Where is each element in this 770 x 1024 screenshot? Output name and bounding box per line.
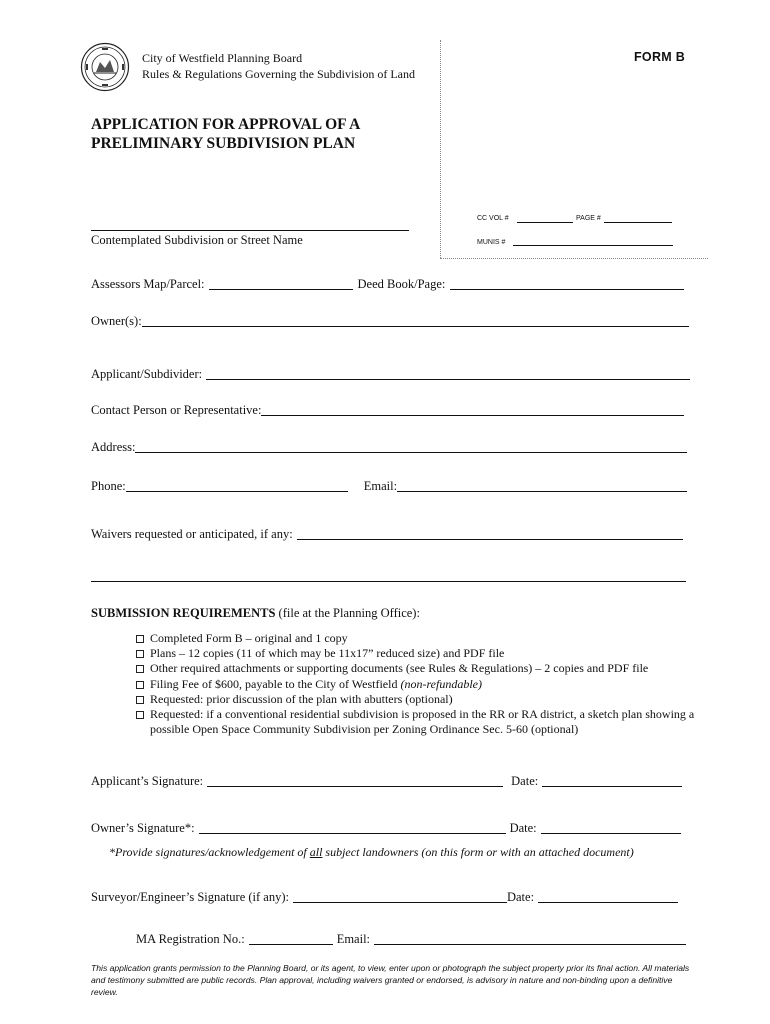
- city-seal-icon: [80, 42, 130, 92]
- fee-note: (non-refundable): [400, 676, 482, 691]
- registration-row: [136, 931, 686, 947]
- header-board-name: City of Westfield Planning Board: [142, 51, 303, 65]
- requirement-item: Requested: prior discussion of the plan with abutters (optional): [136, 692, 696, 707]
- checkbox-icon[interactable]: [136, 665, 144, 673]
- waivers-field-continued[interactable]: [91, 569, 686, 582]
- cc-vol-field[interactable]: [517, 222, 573, 223]
- checkbox-icon[interactable]: [136, 696, 144, 704]
- checkbox-icon[interactable]: [136, 635, 144, 643]
- surveyor-email-label: Email:: [336, 932, 371, 946]
- landowner-signature-note: *Provide signatures/acknowledgement of all subject landowners (on this form or with an attached document): [109, 845, 634, 859]
- applicant-field[interactable]: [206, 367, 690, 380]
- submission-heading-bold: SUBMISSION REQUIREMENTS: [91, 606, 276, 620]
- applicant-date-label: Date:: [511, 774, 539, 788]
- ma-registration-label: MA Registration No.:: [136, 932, 245, 946]
- owners-label: Owner(s):: [91, 314, 142, 328]
- owner-date-field[interactable]: [541, 821, 681, 834]
- contact-field[interactable]: [261, 403, 684, 416]
- applicant-signature-row: [91, 773, 682, 789]
- munis-label: MUNIS #: [477, 239, 506, 246]
- requirement-item: Requested: if a conventional residential subdivision is proposed in the RR or RA district, a sketch plan showing a possible Open Space Community Subdivision per Zoning Ordinance Sec. 5-60 (optional): [136, 707, 696, 737]
- office-use-divider-vertical: [440, 40, 441, 258]
- owner-signature-field[interactable]: [199, 821, 506, 834]
- page-title-line2: PRELIMINARY SUBDIVISION PLAN: [91, 135, 356, 152]
- owners-field[interactable]: [142, 314, 689, 327]
- owner-signature-row: [91, 820, 681, 836]
- address-row: [91, 439, 687, 455]
- disclaimer-text: This application grants permission to the Planning Board, or its agent, to view, enter upon or photograph the subject property prior its final action. All materials and testimony submitted are public records. Plan approval, including waivers granted or endorsed, is advisory in nature and non-binding upon a definitive review.: [91, 963, 690, 997]
- surveyor-signature-field[interactable]: [293, 890, 507, 903]
- street-name-label: Contemplated Subdivision or Street Name: [91, 233, 303, 247]
- email-label: Email:: [363, 479, 398, 493]
- waivers-row: [91, 526, 683, 542]
- contact-label: Contact Person or Representative:: [91, 403, 262, 417]
- deed-field[interactable]: [450, 277, 684, 290]
- contact-row: [91, 402, 684, 418]
- checkbox-icon[interactable]: [136, 711, 144, 719]
- office-use-divider-horizontal: [440, 258, 708, 259]
- page-title-line1: APPLICATION FOR APPROVAL OF A: [91, 116, 361, 133]
- requirement-item: Filing Fee of $600, payable to the City of Westfield (non-refundable): [136, 677, 696, 692]
- checkbox-icon[interactable]: [136, 681, 144, 689]
- applicant-date-field[interactable]: [542, 774, 682, 787]
- owner-date-label: Date:: [509, 821, 537, 835]
- assessors-row: [91, 276, 684, 292]
- form-label: FORM B: [634, 50, 686, 64]
- email-field[interactable]: [397, 479, 687, 492]
- applicant-signature-field[interactable]: [207, 774, 503, 787]
- ma-registration-field[interactable]: [249, 932, 333, 945]
- header-regulations: Rules & Regulations Governing the Subdivision of Land: [142, 67, 415, 81]
- applicant-row: [91, 366, 690, 382]
- munis-field[interactable]: [513, 245, 673, 246]
- owners-row: [91, 313, 689, 329]
- waivers-field[interactable]: [297, 527, 683, 540]
- applicant-signature-label: Applicant’s Signature:: [91, 774, 204, 788]
- phone-label: Phone:: [91, 479, 126, 493]
- surveyor-date-label: Date:: [506, 890, 535, 904]
- address-field[interactable]: [135, 440, 687, 453]
- surveyor-email-field[interactable]: [374, 932, 686, 945]
- page-number-label: PAGE #: [576, 215, 601, 222]
- waivers-label: Waivers requested or anticipated, if any:: [91, 527, 293, 541]
- address-label: Address:: [91, 440, 136, 454]
- surveyor-date-field[interactable]: [538, 890, 678, 903]
- surveyor-signature-label: Surveyor/Engineer’s Signature (if any):: [91, 890, 289, 904]
- submission-heading: [91, 606, 420, 621]
- assessors-label: Assessors Map/Parcel:: [91, 277, 205, 291]
- phone-email-row: [91, 478, 687, 494]
- submission-requirements-list: [136, 631, 696, 737]
- requirement-item: Completed Form B – original and 1 copy: [136, 631, 696, 646]
- street-name-field[interactable]: [91, 230, 409, 231]
- owner-signature-label: Owner’s Signature*:: [91, 821, 195, 835]
- waivers-continuation-row: [91, 568, 686, 584]
- submission-heading-rest: (file at the Planning Office):: [275, 606, 420, 620]
- applicant-label: Applicant/Subdivider:: [91, 367, 203, 381]
- deed-label: Deed Book/Page:: [357, 277, 446, 291]
- phone-field[interactable]: [126, 479, 348, 492]
- cc-vol-label: CC VOL #: [477, 215, 509, 222]
- page-number-field[interactable]: [604, 222, 672, 223]
- assessors-field[interactable]: [209, 277, 353, 290]
- checkbox-icon[interactable]: [136, 650, 144, 658]
- surveyor-signature-row: [91, 889, 678, 905]
- requirement-item: Plans – 12 copies (11 of which may be 11x17” reduced size) and PDF file: [136, 646, 696, 661]
- requirement-item: Other required attachments or supporting documents (see Rules & Regulations) – 2 copies and PDF file: [136, 661, 696, 676]
